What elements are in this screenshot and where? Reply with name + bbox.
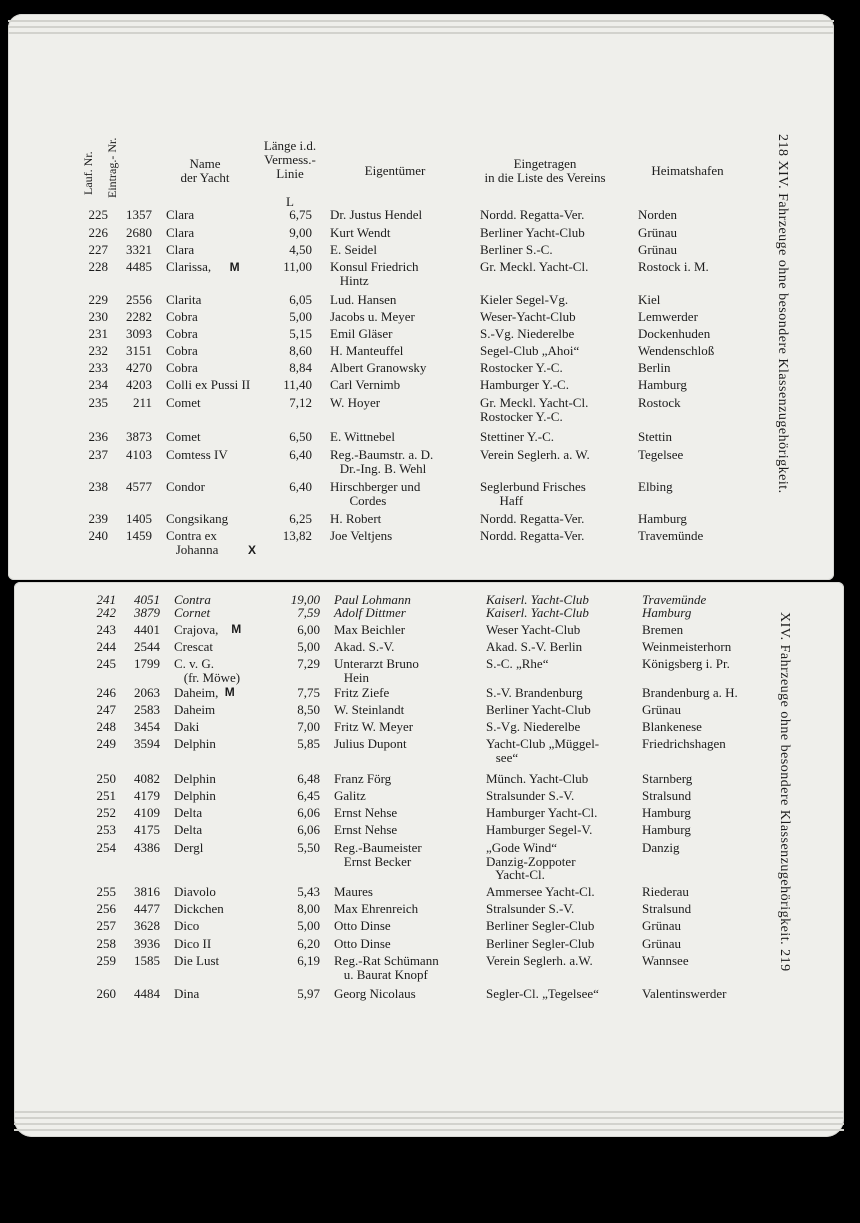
row-yacht-name: Crescat	[174, 639, 213, 654]
header-lauf-nr: Lauf. Nr.	[81, 151, 95, 195]
row-verein: Nordd. Regatta-Ver.	[480, 511, 585, 526]
row-eintrag-nr: 4386	[134, 840, 160, 855]
row-lauf-nr: 232	[88, 343, 108, 358]
page-edge-line	[14, 1111, 844, 1113]
row-eigentuemer: Hirschberger und Cordes	[330, 479, 421, 508]
row-eintrag-nr: 3936	[134, 936, 160, 951]
row-laenge: 7,12	[289, 395, 312, 410]
row-eintrag-nr: 3151	[126, 343, 152, 358]
row-yacht-name: Daheim	[174, 702, 216, 717]
row-verein: Münch. Yacht-Club	[486, 771, 589, 786]
row-eigentuemer: Franz Förg	[334, 771, 392, 786]
row-lauf-nr: 231	[88, 326, 108, 341]
row-yacht-name: Cobra	[166, 343, 198, 358]
row-lauf-nr: 225	[88, 207, 108, 222]
row-eigentuemer: Lud. Hansen	[330, 292, 397, 307]
row-yacht-name: Dina	[174, 986, 200, 1001]
row-yacht-name: Delta	[174, 822, 203, 837]
row-yacht-name: Clara	[166, 207, 195, 222]
row-laenge: 6,40	[289, 447, 312, 462]
row-lauf-nr: 227	[88, 242, 108, 257]
row-laenge: 5,97	[297, 986, 320, 1001]
page-edge-line	[8, 32, 834, 34]
row-verein: Kaiserl. Yacht-Club	[486, 605, 589, 620]
row-heimatshafen: Danzig	[642, 840, 680, 855]
row-laenge: 7,75	[297, 685, 320, 700]
row-yacht-name: Die Lust	[174, 953, 220, 968]
row-yacht-name: Clara	[166, 242, 195, 257]
row-eigentuemer: Paul Lohmann	[334, 592, 411, 607]
row-eigentuemer: Ernst Nehse	[334, 822, 398, 837]
row-heimatshafen: Grünau	[642, 918, 681, 933]
row-verein: Berliner Segler-Club	[486, 918, 595, 933]
row-laenge: 5,43	[297, 884, 320, 899]
running-head-219: XIV. Fahrzeuge ohne besondere Klassenzugehörigkeit. 219	[777, 612, 792, 972]
row-eigentuemer: Galitz	[334, 788, 366, 803]
row-yacht-name: Cobra	[166, 360, 198, 375]
row-verein: Stralsunder S.-V.	[486, 788, 575, 803]
row-lauf-nr: 251	[96, 788, 116, 803]
row-heimatshafen: Valentinswerder	[642, 986, 727, 1001]
row-verein: Berliner S.-C.	[480, 242, 553, 257]
row-eigentuemer: Max Ehrenreich	[334, 901, 419, 916]
row-laenge: 9,00	[289, 225, 312, 240]
row-yacht-name: Cornet	[174, 605, 211, 620]
row-laenge: 6,40	[289, 479, 312, 494]
row-eigentuemer: Reg.-Rat Schümann u. Baurat Knopf	[334, 953, 439, 982]
row-eigentuemer: Otto Dinse	[334, 936, 391, 951]
row-eigentuemer: Reg.-Baumstr. a. D. Dr.-Ing. B. Wehl	[330, 447, 434, 476]
row-eintrag-nr: 2063	[134, 685, 160, 700]
row-lauf-nr: 241	[96, 592, 116, 607]
row-lauf-nr: 252	[96, 805, 116, 820]
row-yacht-name: Delphin	[174, 736, 216, 751]
row-heimatshafen: Grünau	[638, 242, 677, 257]
header-heimatshafen: Heimatshafen	[651, 163, 724, 178]
row-laenge: 6,05	[289, 292, 312, 307]
row-laenge: 5,00	[289, 309, 312, 324]
row-yacht-name: Clarissa,	[166, 259, 212, 274]
row-verein: Hamburger Yacht-Cl.	[486, 805, 598, 820]
row-laenge: 6,75	[289, 207, 312, 222]
row-verein: Nordd. Regatta-Ver.	[480, 528, 585, 543]
row-verein: S.-V. Brandenburg	[486, 685, 583, 700]
row-eigentuemer: Jacobs u. Meyer	[330, 309, 415, 324]
row-verein: Kaiserl. Yacht-Club	[486, 592, 589, 607]
row-eigentuemer: Maures	[334, 884, 373, 899]
row-yacht-name: Dico	[174, 918, 200, 933]
row-heimatshafen: Travemünde	[642, 592, 707, 607]
row-lauf-nr: 233	[88, 360, 108, 375]
row-laenge: 6,25	[289, 511, 312, 526]
row-verein: S.-Vg. Niederelbe	[480, 326, 575, 341]
row-laenge: 8,60	[289, 343, 312, 358]
row-eintrag-nr: 4109	[134, 805, 160, 820]
row-heimatshafen: Stralsund	[642, 788, 692, 803]
row-eintrag-nr: 2556	[126, 292, 152, 307]
row-yacht-name: Congsikang	[166, 511, 229, 526]
row-laenge: 8,00	[297, 901, 320, 916]
row-eigentuemer: Otto Dinse	[334, 918, 391, 933]
row-heimatshafen: Grünau	[638, 225, 677, 240]
row-heimatshafen: Hamburg	[642, 822, 691, 837]
row-eintrag-nr: 4577	[126, 479, 152, 494]
row-eigentuemer: Fritz Ziefe	[334, 685, 390, 700]
row-lauf-nr: 228	[88, 259, 108, 274]
row-lauf-nr: 238	[88, 479, 108, 494]
row-eintrag-nr: 4270	[126, 360, 152, 375]
row-yacht-name: Comet	[166, 395, 201, 410]
row-eigentuemer: Reg.-Baumeister Ernst Becker	[334, 840, 422, 869]
row-verein: Berliner Yacht-Club	[486, 702, 591, 717]
row-yacht-name: Dickchen	[174, 901, 224, 916]
row-eintrag-nr: 1799	[134, 656, 160, 671]
row-yacht-name: Cobra	[166, 309, 198, 324]
row-yacht-name: Delta	[174, 805, 203, 820]
row-heimatshafen: Elbing	[638, 479, 673, 494]
row-verein: Ammersee Yacht-Cl.	[486, 884, 595, 899]
row-heimatshafen: Berlin	[638, 360, 671, 375]
row-heimatshafen: Hamburg	[638, 377, 687, 392]
row-eintrag-nr: 211	[132, 395, 152, 410]
row-lauf-nr: 235	[88, 395, 108, 410]
row-yacht-name: Comet	[166, 429, 201, 444]
row-eintrag-nr: 1585	[134, 953, 160, 968]
row-verein: Hamburger Y.-C.	[480, 377, 569, 392]
header-eingetragen: Eingetragen in die Liste des Vereins	[484, 156, 606, 185]
row-yacht-name: Daki	[174, 719, 200, 734]
row-laenge: 7,59	[297, 605, 320, 620]
row-yacht-name: Colli ex Pussi II	[166, 377, 251, 392]
row-eigentuemer: Ernst Nehse	[334, 805, 398, 820]
row-eigentuemer: Akad. S.-V.	[334, 639, 395, 654]
row-laenge: 4,50	[289, 242, 312, 257]
row-heimatshafen: Blankenese	[642, 719, 702, 734]
row-yacht-name: Dergl	[174, 840, 204, 855]
row-eintrag-nr: 2544	[134, 639, 160, 654]
row-lauf-nr: 240	[88, 528, 108, 543]
row-yacht-name: Delphin	[174, 788, 216, 803]
row-laenge: 6,45	[297, 788, 320, 803]
row-lauf-nr: 260	[96, 986, 116, 1001]
row-laenge: 5,15	[289, 326, 312, 341]
row-yacht-name: Clara	[166, 225, 195, 240]
row-eigentuemer: Unterarzt Bruno Hein	[334, 656, 419, 685]
row-lauf-nr: 237	[88, 447, 108, 462]
row-laenge: 13,82	[282, 528, 312, 543]
row-laenge: 11,00	[283, 259, 312, 274]
row-eintrag-nr: 2282	[126, 309, 152, 324]
row-eigentuemer: W. Steinlandt	[334, 702, 405, 717]
row-verein: Hamburger Segel-V.	[486, 822, 593, 837]
row-verein: Kieler Segel-Vg.	[480, 292, 569, 307]
row-yacht-name: Delphin	[174, 771, 216, 786]
row-verein: Verein Seglerh. a.W.	[486, 953, 593, 968]
row-eintrag-nr: 1459	[126, 528, 152, 543]
row-lauf-nr: 245	[96, 656, 116, 671]
row-heimatshafen: Hamburg	[642, 805, 691, 820]
row-heimatshafen: Stralsund	[642, 901, 692, 916]
row-lauf-nr: 248	[96, 719, 116, 734]
row-lauf-nr: 226	[88, 225, 108, 240]
row-heimatshafen: Wendenschloß	[638, 343, 715, 358]
row-verein: Verein Seglerh. a. W.	[480, 447, 590, 462]
row-eintrag-nr: 3879	[134, 605, 160, 620]
row-lauf-nr: 253	[96, 822, 116, 837]
row-laenge: 6,48	[297, 771, 320, 786]
row-eigentuemer: Kurt Wendt	[330, 225, 391, 240]
row-yacht-name: Cobra	[166, 326, 198, 341]
row-heimatshafen: Dockenhuden	[638, 326, 711, 341]
row-yacht-name: Clarita	[166, 292, 202, 307]
row-laenge: 8,50	[297, 702, 320, 717]
row-eigentuemer: H. Robert	[330, 511, 382, 526]
row-laenge: 6,06	[297, 822, 320, 837]
row-yacht-name: Daheim,	[174, 685, 219, 700]
row-eigentuemer: Max Beichler	[334, 622, 406, 637]
row-lauf-nr: 258	[96, 936, 116, 951]
row-verein: Seglerbund Frisches Haff	[480, 479, 586, 508]
header-laenge: Länge i.d. Vermess.- Linie L	[263, 138, 317, 209]
row-yacht-name: Diavolo	[174, 884, 216, 899]
row-verein: Berliner Yacht-Club	[480, 225, 585, 240]
row-eintrag-nr: 3816	[134, 884, 160, 899]
row-eintrag-nr: 3594	[134, 736, 160, 751]
row-heimatshafen: Wannsee	[642, 953, 689, 968]
row-lauf-nr: 249	[96, 736, 116, 751]
running-head-218: 218 XIV. Fahrzeuge ohne besondere Klassenzugehörigkeit.	[775, 134, 790, 494]
row-eigentuemer: H. Manteuffel	[330, 343, 404, 358]
row-eigentuemer: W. Hoyer	[330, 395, 381, 410]
row-verein: Weser-Yacht-Club	[480, 309, 576, 324]
row-verein: Weser Yacht-Club	[486, 622, 581, 637]
row-laenge: 19,00	[290, 592, 320, 607]
row-verein: Akad. S.-V. Berlin	[486, 639, 583, 654]
row-type-mark: M	[231, 622, 242, 636]
row-type-mark: M	[224, 685, 235, 699]
row-verein: Nordd. Regatta-Ver.	[480, 207, 585, 222]
row-eigentuemer: Emil Gläser	[330, 326, 393, 341]
row-laenge: 7,00	[297, 719, 320, 734]
page-edge-line	[14, 1117, 844, 1119]
page-edge-line	[8, 26, 834, 28]
row-heimatshafen: Tegelsee	[638, 447, 684, 462]
page-edge-line	[14, 1123, 844, 1125]
row-lauf-nr: 230	[88, 309, 108, 324]
row-eintrag-nr: 3093	[126, 326, 152, 341]
row-eigentuemer: Fritz W. Meyer	[334, 719, 414, 734]
row-verein: S.-C. „Rhe“	[486, 656, 549, 671]
row-laenge: 6,19	[297, 953, 320, 968]
header-eigentuemer: Eigentümer	[364, 163, 426, 178]
row-yacht-name: Comtess IV	[166, 447, 228, 462]
row-laenge: 6,00	[297, 622, 320, 637]
row-eigentuemer: Georg Nicolaus	[334, 986, 416, 1001]
row-heimatshafen: Weinmeisterhorn	[642, 639, 732, 654]
row-yacht-name: Contra	[174, 592, 211, 607]
page-edge-line	[14, 1129, 844, 1131]
row-heimatshafen: Starnberg	[642, 771, 693, 786]
row-heimatshafen: Grünau	[642, 936, 681, 951]
row-heimatshafen: Grünau	[642, 702, 681, 717]
row-lauf-nr: 257	[96, 918, 116, 933]
row-heimatshafen: Kiel	[638, 292, 661, 307]
row-laenge: 5,50	[297, 840, 320, 855]
row-lauf-nr: 255	[96, 884, 116, 899]
row-yacht-name: Crajova,	[174, 622, 219, 637]
row-yacht-name: Dico II	[174, 936, 212, 951]
row-verein: Segel-Club „Ahoi“	[480, 343, 580, 358]
row-laenge: 7,29	[297, 656, 320, 671]
row-laenge: 6,06	[297, 805, 320, 820]
row-laenge: 6,20	[297, 936, 320, 951]
row-verein: Yacht-Club „Müggel- see“	[486, 736, 600, 765]
row-heimatshafen: Stettin	[638, 429, 672, 444]
row-eigentuemer: E. Seidel	[330, 242, 377, 257]
row-lauf-nr: 259	[96, 953, 116, 968]
row-laenge: 6,50	[289, 429, 312, 444]
row-heimatshafen: Bremen	[642, 622, 684, 637]
row-eintrag-nr: 1405	[126, 511, 152, 526]
row-laenge: 11,40	[283, 377, 312, 392]
row-eintrag-nr: 3628	[134, 918, 160, 933]
row-heimatshafen: Rostock	[638, 395, 681, 410]
row-lauf-nr: 239	[88, 511, 108, 526]
row-eintrag-nr: 2583	[134, 702, 160, 717]
row-heimatshafen: Hamburg	[638, 511, 687, 526]
row-lauf-nr: 250	[96, 771, 116, 786]
row-verein: Berliner Segler-Club	[486, 936, 595, 951]
row-eigentuemer: Konsul Friedrich Hintz	[330, 259, 419, 288]
row-eigentuemer: E. Wittnebel	[330, 429, 395, 444]
row-eigentuemer: Albert Granowsky	[330, 360, 427, 375]
row-verein: Rostocker Y.-C.	[480, 360, 563, 375]
row-lauf-nr: 234	[88, 377, 108, 392]
row-eigentuemer: Joe Veltjens	[330, 528, 393, 543]
row-heimatshafen: Brandenburg a. H.	[642, 685, 738, 700]
row-laenge: 5,00	[297, 918, 320, 933]
row-yacht-name: Contra ex Johanna	[166, 528, 219, 557]
row-eintrag-nr: 4103	[126, 447, 152, 462]
row-eintrag-nr: 3454	[134, 719, 160, 734]
row-eintrag-nr: 4484	[134, 986, 160, 1001]
row-eintrag-nr: 4477	[134, 901, 160, 916]
row-heimatshafen: Hamburg	[642, 605, 692, 620]
row-verein: Segler-Cl. „Tegelsee“	[486, 986, 599, 1001]
row-lauf-nr: 254	[96, 840, 116, 855]
row-verein: Gr. Meckl. Yacht-Cl. Rostocker Y.-C.	[480, 395, 589, 424]
row-lauf-nr: 246	[96, 685, 116, 700]
row-eintrag-nr: 4175	[134, 822, 160, 837]
row-verein: Gr. Meckl. Yacht-Cl.	[480, 259, 589, 274]
header-name: Name der Yacht	[180, 156, 230, 185]
row-eintrag-nr: 4485	[126, 259, 152, 274]
row-verein: Stettiner Y.-C.	[480, 429, 555, 444]
row-eintrag-nr: 4203	[126, 377, 152, 392]
row-type-mark: X	[248, 543, 257, 557]
row-eintrag-nr: 4179	[134, 788, 160, 803]
row-lauf-nr: 229	[88, 292, 108, 307]
row-yacht-name: C. v. G. (fr. Möwe)	[174, 656, 241, 685]
row-heimatshafen: Norden	[638, 207, 677, 222]
row-eintrag-nr: 3321	[126, 242, 152, 257]
row-verein: Stralsunder S.-V.	[486, 901, 575, 916]
row-verein: S.-Vg. Niederelbe	[486, 719, 581, 734]
row-laenge: 5,00	[297, 639, 320, 654]
row-eintrag-nr: 1357	[126, 207, 152, 222]
row-eintrag-nr: 2680	[126, 225, 152, 240]
row-eintrag-nr: 4051	[134, 592, 160, 607]
row-eigentuemer: Carl Vernimb	[330, 377, 401, 392]
row-eigentuemer: Dr. Justus Hendel	[330, 207, 423, 222]
row-lauf-nr: 244	[96, 639, 116, 654]
row-eintrag-nr: 4401	[134, 622, 160, 637]
row-heimatshafen: Friedrichshagen	[642, 736, 726, 751]
row-eigentuemer: Adolf Dittmer	[334, 605, 406, 620]
row-eintrag-nr: 4082	[134, 771, 160, 786]
row-heimatshafen: Königsberg i. Pr.	[642, 656, 730, 671]
row-heimatshafen: Travemünde	[638, 528, 704, 543]
row-lauf-nr: 247	[96, 702, 116, 717]
row-lauf-nr: 243	[96, 622, 116, 637]
row-lauf-nr: 236	[88, 429, 108, 444]
row-laenge: 8,84	[289, 360, 312, 375]
page-edge-line	[8, 20, 834, 22]
row-heimatshafen: Rostock i. M.	[638, 259, 709, 274]
row-lauf-nr: 242	[96, 605, 116, 620]
row-heimatshafen: Lemwerder	[638, 309, 698, 324]
row-yacht-name: Condor	[166, 479, 205, 494]
row-lauf-nr: 256	[96, 901, 116, 916]
row-verein: „Gode Wind“ Danzig-Zoppoter Yacht-Cl.	[486, 840, 576, 882]
row-eintrag-nr: 3873	[126, 429, 152, 444]
row-laenge: 5,85	[297, 736, 320, 751]
row-eigentuemer: Julius Dupont	[334, 736, 407, 751]
header-eintrag-nr: Eintrag.- Nr.	[105, 137, 119, 198]
row-type-mark: M	[229, 260, 240, 274]
row-heimatshafen: Riederau	[642, 884, 689, 899]
